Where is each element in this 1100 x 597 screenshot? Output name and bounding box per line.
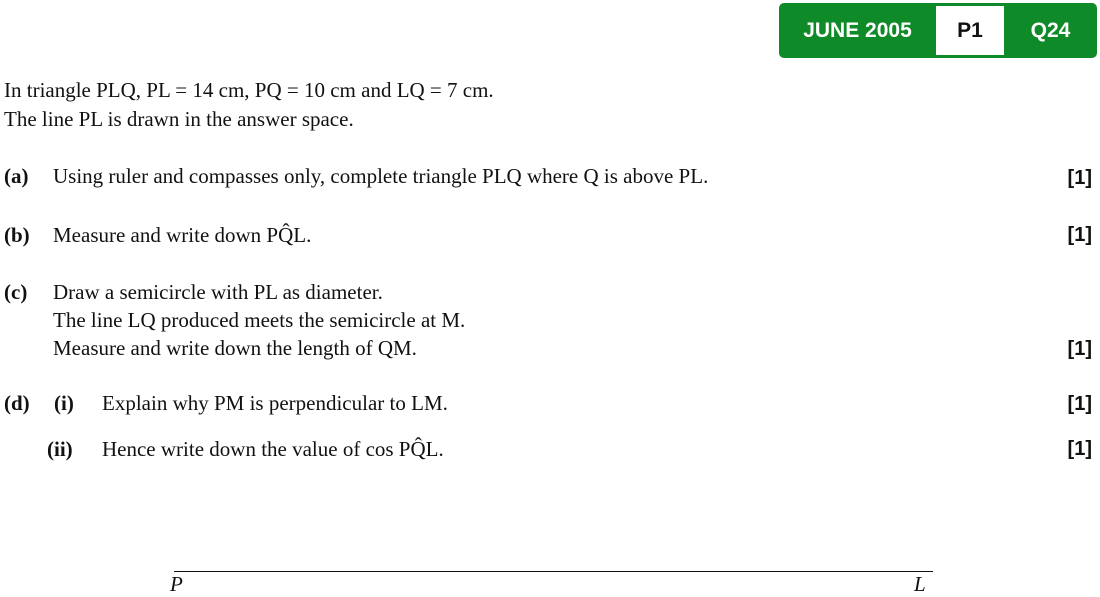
intro-line-2: The line PL is drawn in the answer space.: [4, 107, 354, 131]
part-a-text: Using ruler and compasses only, complete triangle PLQ where Q is above PL.: [53, 164, 709, 188]
question-number: Q24: [1030, 18, 1071, 42]
session-label: JUNE 2005: [803, 18, 912, 42]
part-d-label: (d): [4, 391, 30, 415]
part-d-i-text: Explain why PM is perpendicular to LM.: [102, 391, 448, 415]
part-d-ii-label: (ii): [47, 437, 73, 461]
part-a-label: (a): [4, 164, 29, 188]
part-c-label: (c): [4, 280, 28, 304]
part-d-ii-text: Hence write down the value of cos PQ̂L.: [102, 437, 444, 461]
part-d-i-mark: [1]: [1067, 393, 1092, 415]
part-c-line-3: Measure and write down the length of QM.: [53, 336, 417, 360]
question-badge: [779, 3, 1097, 58]
part-c-line-2: The line LQ produced meets the semicircle at M.: [53, 308, 466, 332]
part-c-line-1: Draw a semicircle with PL as diameter.: [53, 280, 383, 304]
paper-label: P1: [936, 6, 1004, 55]
intro-line-1: In triangle PLQ, PL = 14 cm, PQ = 10 cm and LQ = 7 cm.: [4, 78, 494, 102]
part-d-ii-mark: [1]: [1067, 438, 1092, 460]
part-b-mark: [1]: [1067, 224, 1092, 246]
part-b-text: Measure and write down PQ̂L.: [53, 223, 312, 247]
point-p-label: P: [170, 572, 183, 596]
part-a-mark: [1]: [1067, 167, 1092, 189]
part-d-i-label: (i): [54, 391, 74, 415]
line-pl: [174, 571, 933, 572]
point-l-label: L: [914, 572, 926, 596]
part-b-label: (b): [4, 223, 30, 247]
part-c-mark: [1]: [1067, 338, 1092, 360]
